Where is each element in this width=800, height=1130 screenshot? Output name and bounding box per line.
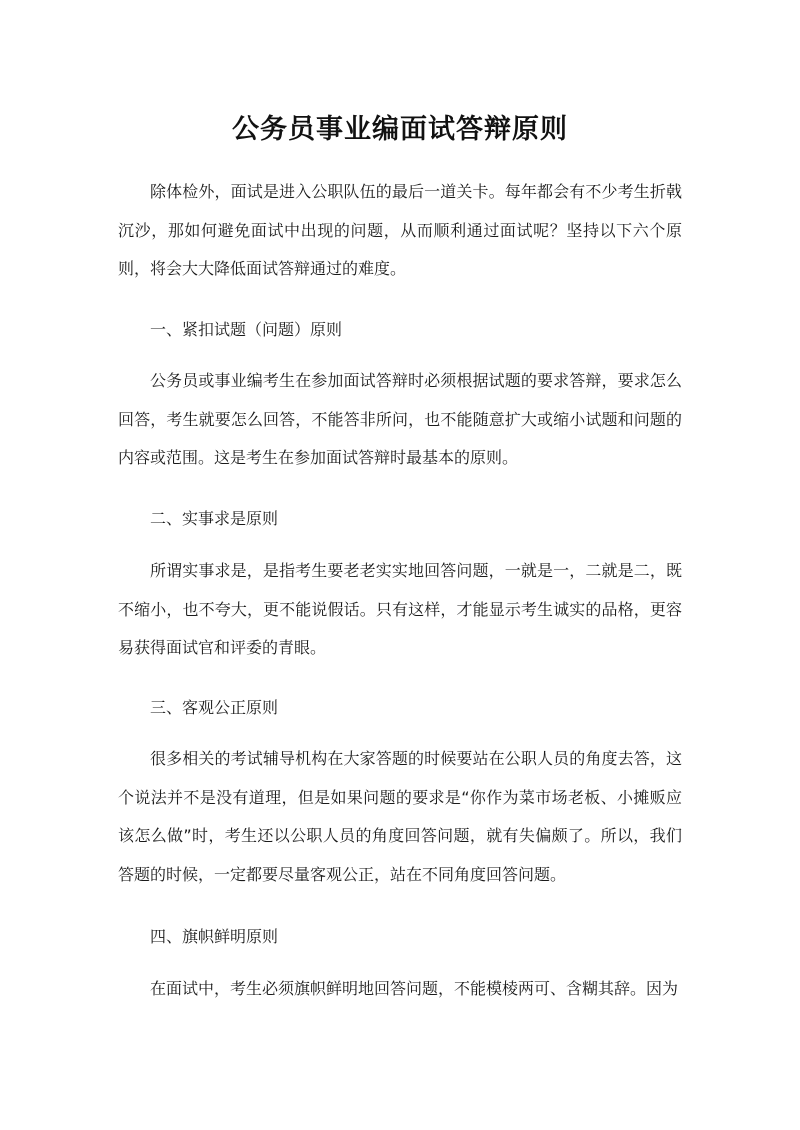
intro-paragraph: 除体检外，面试是进入公职队伍的最后一道关卡。每年都会有不少考生折戟沉沙，那如何避免面试中出现的问题，从而顺利通过面试呢？坚持以下六个原则，将会大大降低面试答辩通过的难度。 bbox=[118, 182, 682, 278]
section-body-4: 在面试中，考生必须旗帜鲜明地回答问题，不能模棱两可、含糊其辞。因为 bbox=[150, 979, 679, 998]
section-heading-2: 二、实事求是原则 bbox=[150, 509, 279, 528]
section-body-1: 公务员或事业编考生在参加面试答辩时必须根据试题的要求答辩，要求怎么回答，考生就要怎么回答，不能答非所问，也不能随意扩大或缩小试题和问题的内容或范围。这是考生在参加面试答辩时最基本的原则。 bbox=[118, 371, 682, 467]
section-body-2: 所谓实事求是，是指考生要老老实实地回答问题，一就是一，二就是二，既不缩小，也不夸大，更不能说假话。只有这样，才能显示考生诚实的品格，更容易获得面试官和评委的青眼。 bbox=[118, 561, 682, 657]
section-heading-4: 四、旗帜鲜明原则 bbox=[150, 927, 279, 946]
section-heading-1: 一、紧扣试题（问题）原则 bbox=[150, 320, 343, 339]
section-body-3: 很多相关的考试辅导机构在大家答题的时候要站在公职人员的角度去答，这个说法并不是没有道理，但是如果问题的要求是“你作为菜市场老板、小摊贩应该怎么做”时，考生还以公职人员的角度回答问题，就有失偏颇了。所以，我们答题的时候，一定都要尽量客观公正，站在不同角度回答问题。 bbox=[118, 749, 682, 884]
section-heading-3: 三、客观公正原则 bbox=[150, 698, 279, 717]
document-title: 公务员事业编面试答辩原则 bbox=[232, 114, 568, 145]
